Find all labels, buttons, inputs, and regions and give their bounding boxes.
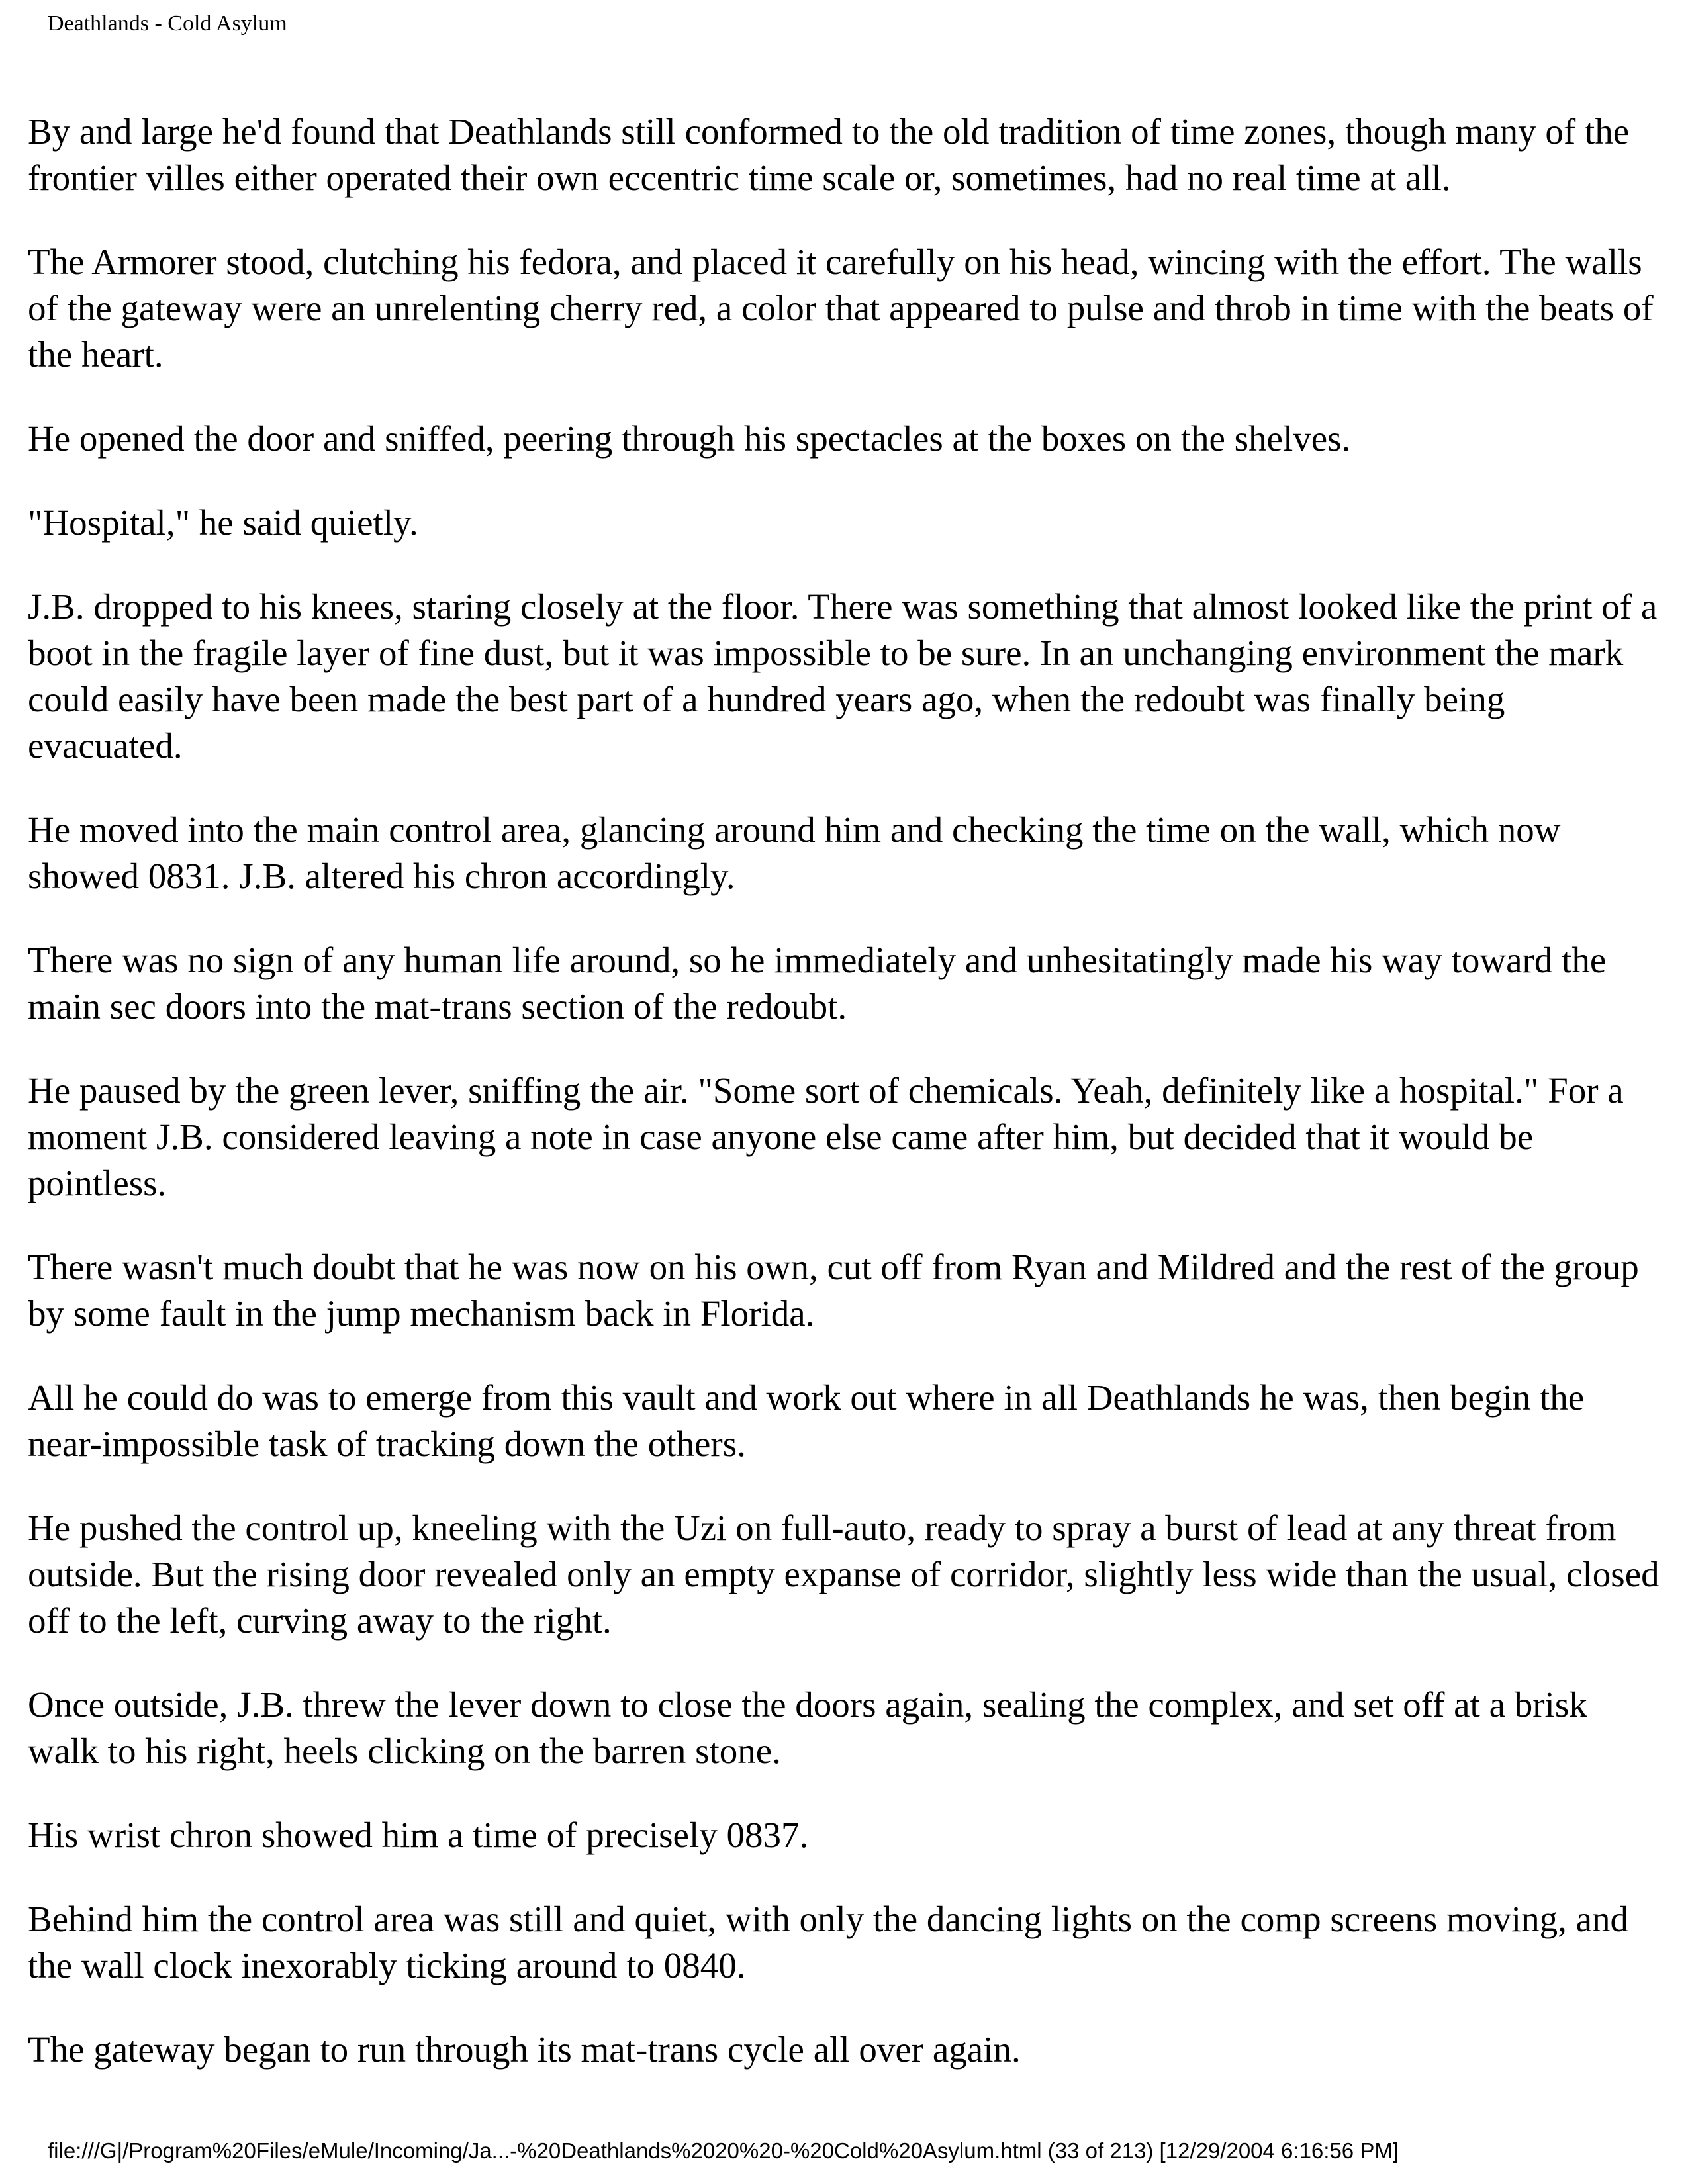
paragraph: Once outside, J.B. threw the lever down to close the doors again, sealing the complex, and set off at a brisk walk to his right, heels clicking on the barren stone. — [28, 1684, 1587, 1771]
paragraph: There was no sign of any human life around, so he immediately and unhesitatingly made his way toward the main sec doors into the mat-trans section of the redoubt. — [28, 940, 1607, 1026]
paragraph: "Hospital," he said quietly. — [28, 502, 418, 543]
paragraph: The Armorer stood, clutching his fedora, and placed it carefully on his head, wincing with the effort. The walls of the gateway were an unrelenting cherry red, a color that appeared to pulse and throb in time with the beats of the heart. — [28, 242, 1654, 375]
paragraph: All he could do was to emerge from this vault and work out where in all Deathlands he was, then begin the near-impossible task of tracking down the others. — [28, 1377, 1585, 1464]
paragraph: By and large he'd found that Deathlands still conformed to the old tradition of time zones, though many of the frontier villes either operated their own eccentric time scale or, sometimes, had no real time at all. — [28, 111, 1630, 198]
paragraph: He moved into the main control area, glancing around him and checking the time on the wall, which now showed 0831. J.B. altered his chron accordingly. — [28, 809, 1561, 896]
paragraph: He opened the door and sniffed, peering through his spectacles at the boxes on the shelves. — [28, 418, 1351, 459]
paragraph: His wrist chron showed him a time of precisely 0837. — [28, 1815, 809, 1855]
paragraph: He pushed the control up, kneeling with the Uzi on full-auto, ready to spray a burst of lead at any threat from outside. But the rising door revealed only an empty expanse of corridor, slightly less wide than the usual, closed off to the left, curving away to the right. — [28, 1508, 1660, 1641]
paragraph: J.B. dropped to his knees, staring closely at the floor. There was something that almost looked like the print of a boot in the fragile layer of fine dust, but it was impossible to be sure. In an unchanging environment the mark could easily have been made the best part of a hundred years ago, when the redoubt was finally being evacuated. — [28, 586, 1658, 766]
paragraph: Behind him the control area was still and quiet, with only the dancing lights on the comp screens moving, and the wall clock inexorably ticking around to 0840. — [28, 1899, 1628, 1985]
page-footer-url: file:///G|/Program%20Files/eMule/Incoming/Ja...-%20Deathlands%2020%20-%20Cold%20Asylum.html (33 of 213) [12/29/2004 6:16:56 PM] — [48, 2138, 1399, 2163]
paragraph: The gateway began to run through its mat-trans cycle all over again. — [28, 2029, 1021, 2070]
document-body — [28, 109, 1663, 2111]
paragraph: He paused by the green lever, sniffing the air. "Some sort of chemicals. Yeah, definitely like a hospital." For a moment J.B. considered leaving a note in case anyone else came after him, but decided that it would be pointless. — [28, 1070, 1624, 1203]
page-header-title: Deathlands - Cold Asylum — [48, 11, 287, 36]
paragraph: There wasn't much doubt that he was now on his own, cut off from Ryan and Mildred and the rest of the group by some fault in the jump mechanism back in Florida. — [28, 1247, 1639, 1334]
